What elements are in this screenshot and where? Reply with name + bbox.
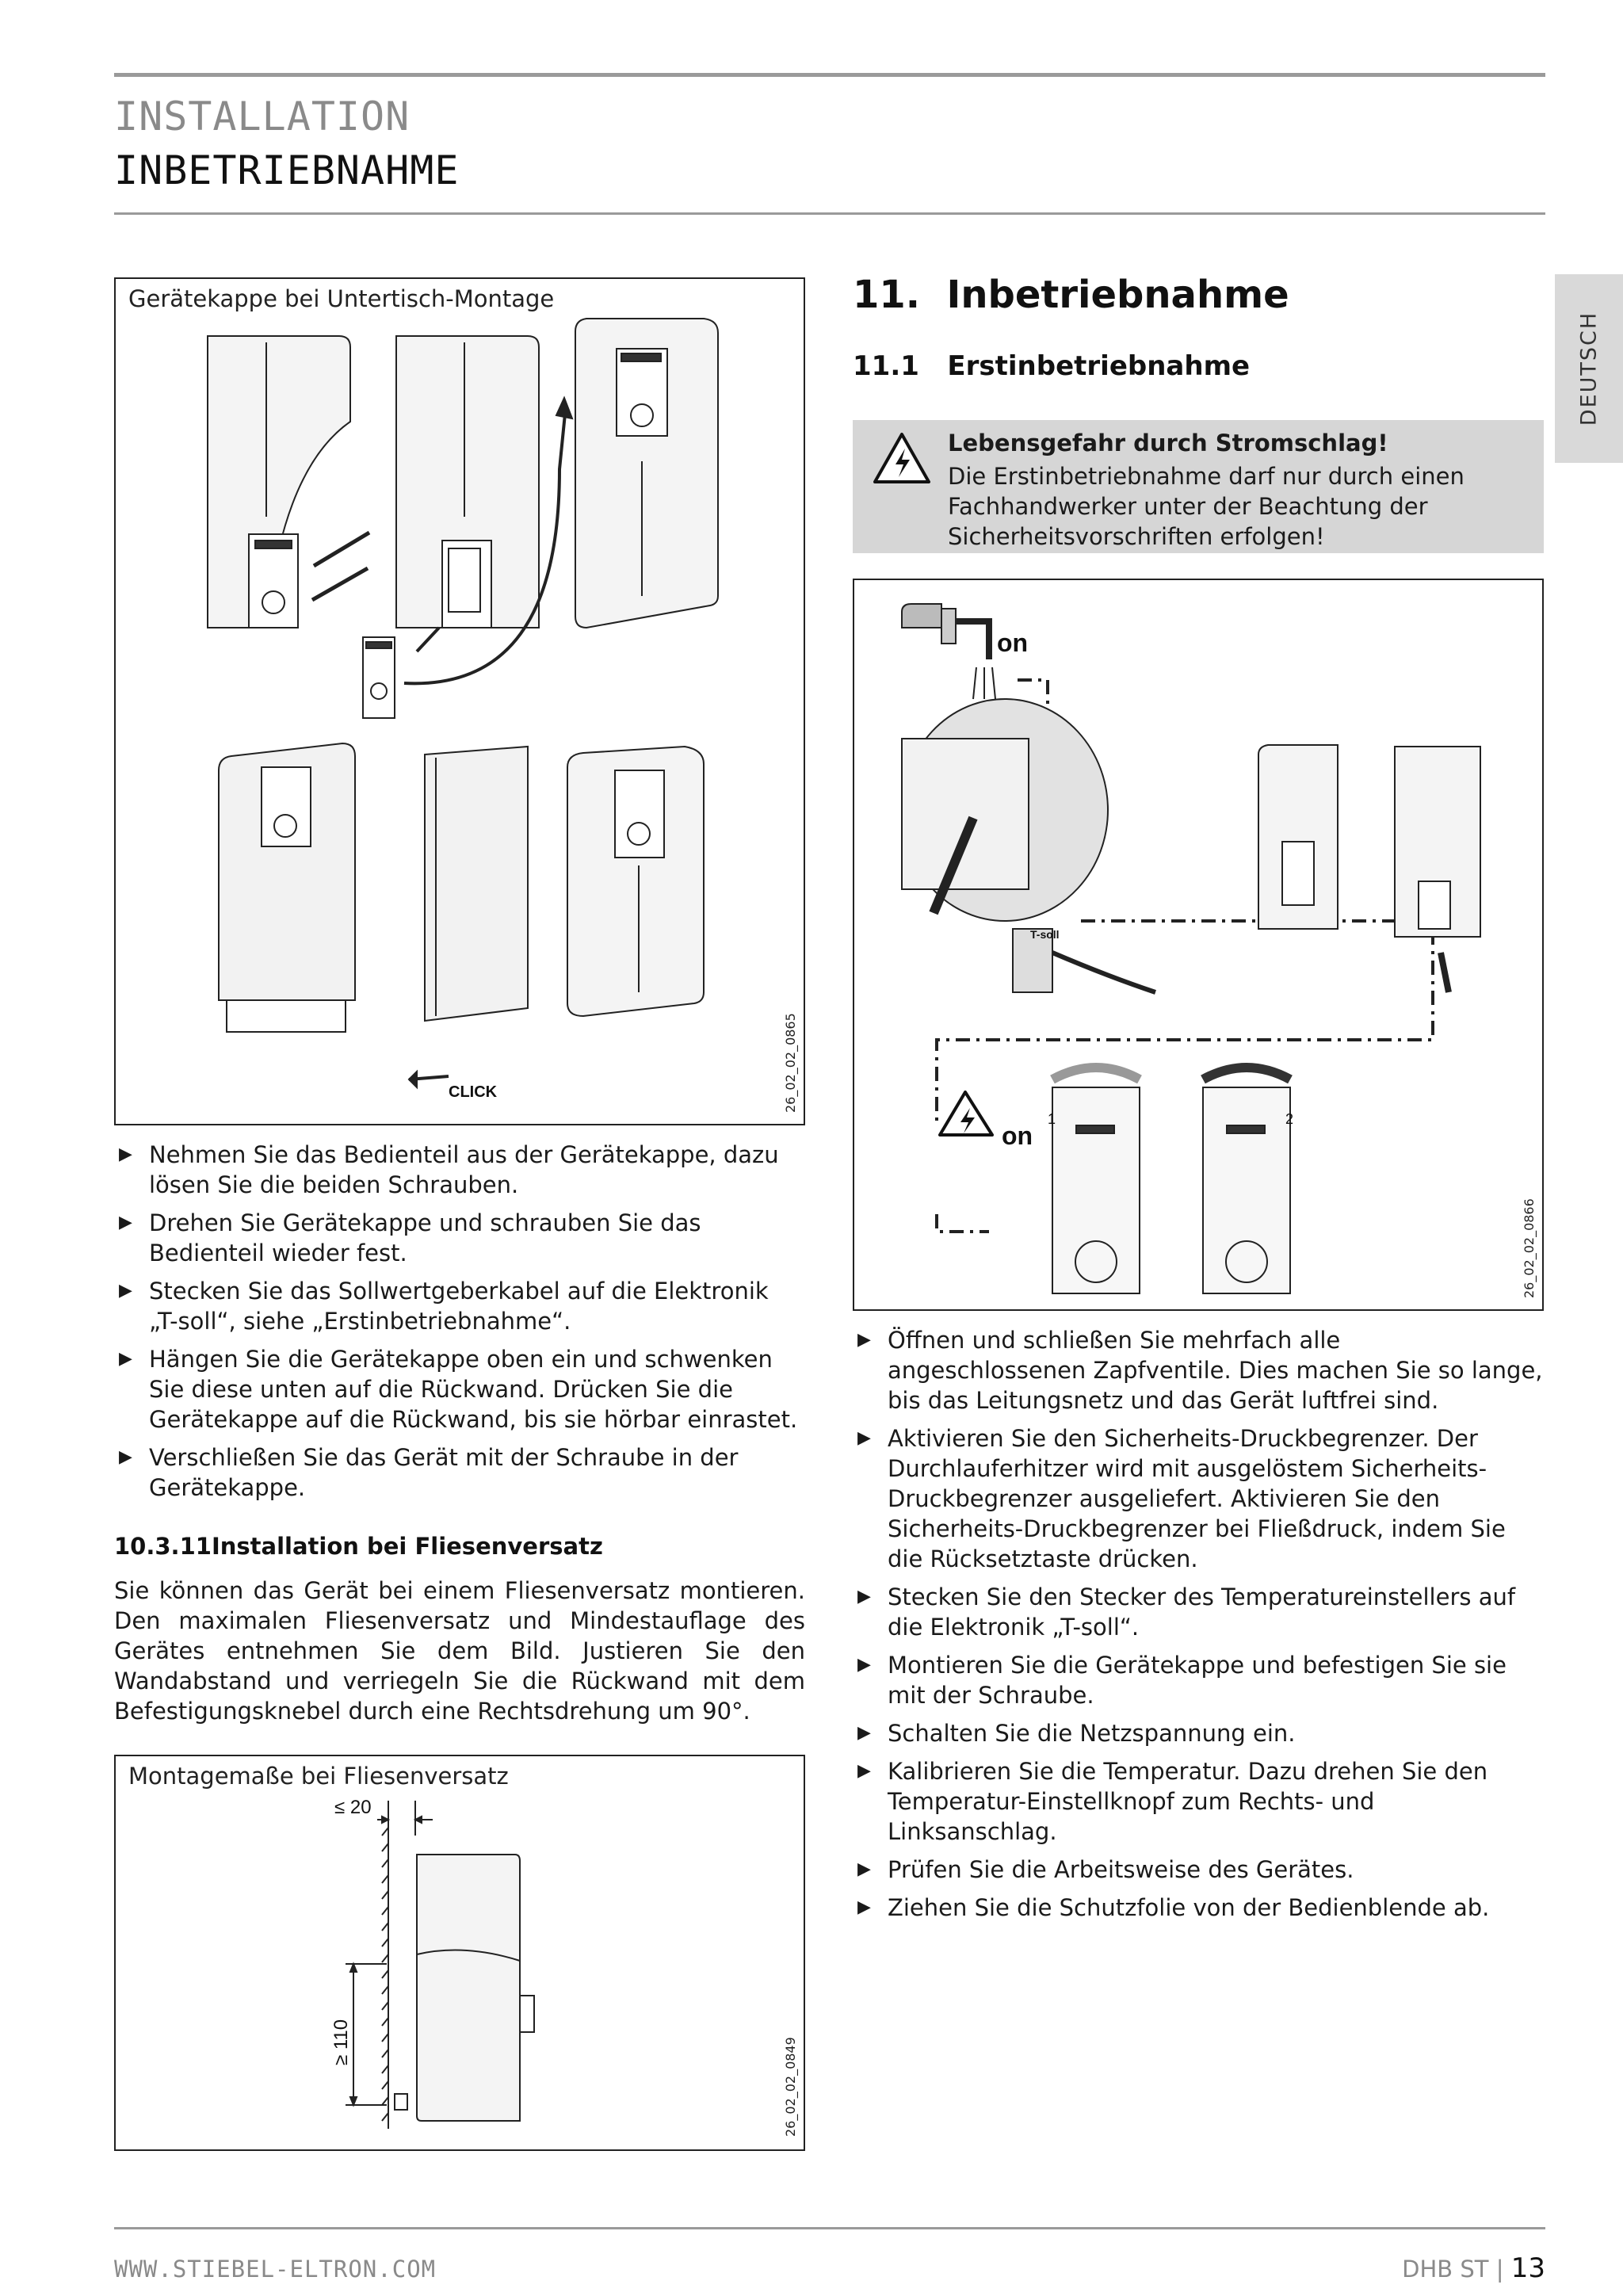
section-label: INSTALLATION xyxy=(114,94,411,139)
footer-page-info xyxy=(1402,2252,1545,2284)
subchapter-number: 11.1 xyxy=(853,350,919,382)
footer-separator: | xyxy=(1495,2256,1504,2283)
list-item: ▶ Prüfen Sie die Arbeitsweise des Gerätes. xyxy=(856,1855,1544,1885)
figure-code: 26_02_02_0866 xyxy=(1522,1198,1537,1298)
device-cap-illustration xyxy=(116,279,804,1124)
section-title: Installation bei Fliesenversatz xyxy=(211,1533,603,1560)
list-item: ▶ Ziehen Sie die Schutzfolie von der Bedienblende ab. xyxy=(856,1893,1544,1923)
figure-code: 26_02_02_0849 xyxy=(783,2037,798,2137)
dimension-top-label: ≤ 20 xyxy=(334,1797,372,1818)
list-item: ▶ Aktivieren Sie den Sicherheits-Druckbegrenzer. Der Durchlauferhitzer wird mit ausgelöstem Sicherheits-Druckbegrenzer ausgeliefert. Aktivieren Sie den Sicherheits-Druckbegrenzer bei Fließdruck, indem Sie die Rücksetztaste drücken. xyxy=(856,1423,1544,1574)
list-item: ▶ Schalten Sie die Netzspannung ein. xyxy=(856,1718,1544,1748)
chapter-number: 11. xyxy=(853,273,921,317)
document-code: DHB ST xyxy=(1402,2256,1489,2283)
subchapter-heading xyxy=(853,350,1250,382)
figure-first-startup xyxy=(853,579,1544,1311)
figure-caption: Montagemaße bei Fliesenversatz xyxy=(128,1763,509,1790)
list-item: ▶ Stecken Sie den Stecker des Temperatureinstellers auf die Elektronik „T-soll“. xyxy=(856,1582,1544,1642)
click-label: CLICK xyxy=(449,1083,498,1101)
list-item: ▶ Hängen Sie die Gerätekappe oben ein und schwenken Sie diese unten auf die Rückwand. Drücken Sie die Gerätekappe auf die Rückwand, bis sie hörbar einrastet. xyxy=(117,1344,800,1435)
section-heading-10311 xyxy=(114,1533,603,1560)
list-item: ▶ Nehmen Sie das Bedienteil aus der Gerätekappe, dazu lösen Sie die beiden Schrauben. xyxy=(117,1140,800,1200)
figure-caption: Gerätekappe bei Untertisch-Montage xyxy=(128,285,555,312)
list-item: ▶ Kalibrieren Sie die Temperatur. Dazu drehen Sie den Temperatur-Einstellknopf zum Rechts- und Linksanschlag. xyxy=(856,1756,1544,1847)
first-startup-illustration xyxy=(854,580,1542,1309)
warning-box xyxy=(853,420,1544,553)
chapter-title: Inbetriebnahme xyxy=(946,273,1289,317)
header-top-rule xyxy=(114,73,1545,77)
tap-on-label: on xyxy=(997,628,1029,657)
electric-hazard-icon xyxy=(872,431,932,485)
tile-offset-illustration xyxy=(116,1756,804,2149)
figure-tile-offset xyxy=(114,1755,805,2151)
list-item: ▶ Stecken Sie das Sollwertgeberkabel auf die Elektronik „T-soll“, siehe „Erstinbetriebnahme“. xyxy=(117,1276,800,1336)
power-on-label: on xyxy=(1002,1121,1033,1150)
page-title: INBETRIEBNAHME xyxy=(114,147,460,193)
list-item: ▶ Verschließen Sie das Gerät mit der Schraube in der Gerätekappe. xyxy=(117,1442,800,1503)
step-1-label: 1 xyxy=(1048,1111,1056,1127)
tsoll-label: T-soll xyxy=(1030,928,1060,941)
warning-title: Lebensgefahr durch Stromschlag! xyxy=(948,430,1388,457)
left-instruction-list xyxy=(117,1140,800,1511)
section-paragraph: Sie können das Gerät bei einem Fliesenversatz montieren. Den maximalen Fliesenversatz und Mindestauflage des Gerätes entnehmen Sie dem Bild. Justieren Sie den Wandabstand und verriegeln Sie die Rückwand mit dem Befestigungsknebel durch eine Rechtsdrehung um 90°. xyxy=(114,1577,805,1725)
footer-rule xyxy=(114,2227,1545,2229)
page-number: 13 xyxy=(1510,2252,1545,2284)
step-2-label: 2 xyxy=(1285,1111,1294,1127)
figure-device-cap xyxy=(114,277,805,1125)
figure-code: 26_02_02_0865 xyxy=(783,1013,798,1113)
warning-text: Die Erstinbetriebnahme darf nur durch einen Fachhandwerker unter der Beachtung der Sicherheitsvorschriften erfolgen! xyxy=(948,463,1465,550)
list-item: ▶ Montieren Sie die Gerätekappe und befestigen Sie sie mit der Schraube. xyxy=(856,1650,1544,1710)
language-tab-label: DEUTSCH xyxy=(1576,311,1602,426)
footer-website-link[interactable]: WWW.STIEBEL-ELTRON.COM xyxy=(114,2256,437,2283)
list-item: ▶ Drehen Sie Gerätekappe und schrauben Sie das Bedienteil wieder fest. xyxy=(117,1208,800,1268)
language-tab xyxy=(1555,274,1623,463)
subchapter-title: Erstinbetriebnahme xyxy=(947,350,1251,382)
chapter-heading xyxy=(853,273,1289,317)
header-bottom-rule xyxy=(114,212,1545,215)
dimension-side-label: ≥ 110 xyxy=(330,2019,352,2065)
right-instruction-list xyxy=(856,1325,1544,1931)
list-item: ▶ Öffnen und schließen Sie mehrfach alle angeschlossenen Zapfventile. Dies machen Sie so lange, bis das Leitungsnetz und das Gerät luftfrei sind. xyxy=(856,1325,1544,1415)
section-number: 10.3.11 xyxy=(114,1533,212,1560)
